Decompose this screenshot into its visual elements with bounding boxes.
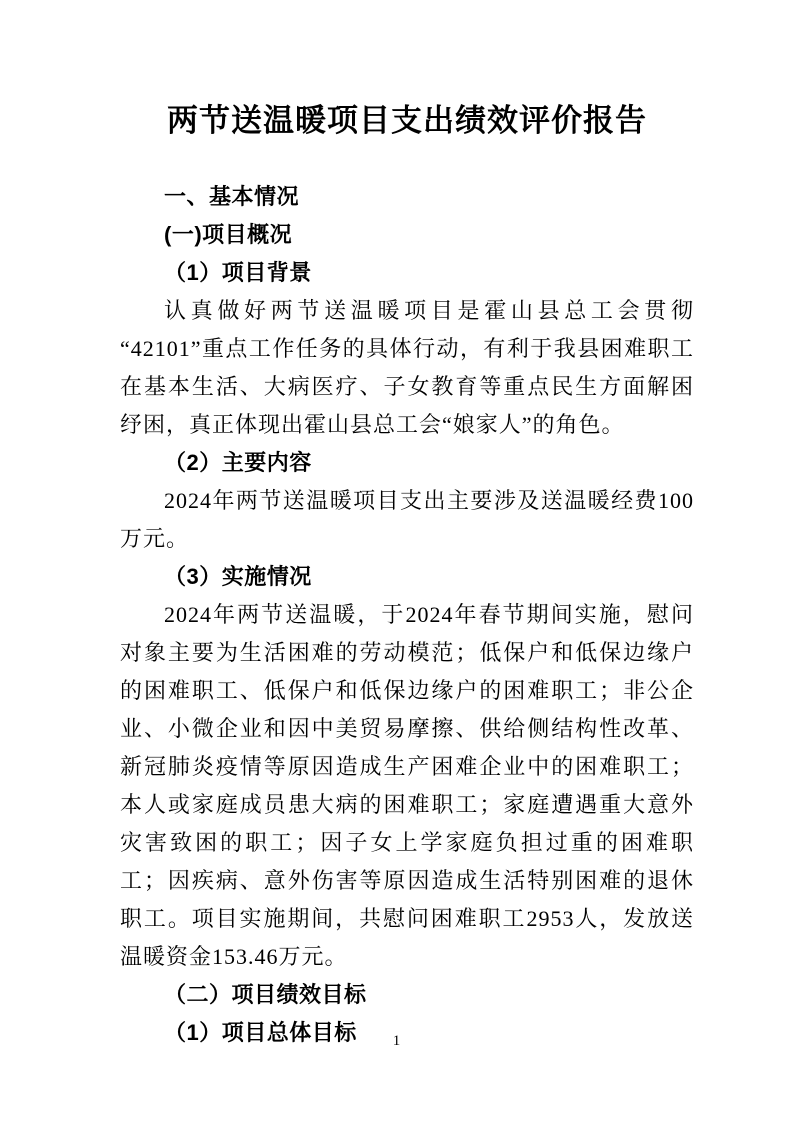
heading-project-overview: (一)项目概况 (164, 222, 293, 247)
paragraph-main-content: 2024年两节送温暖项目支出主要涉及送温暖经费100万元。 (120, 488, 694, 551)
heading-implementation-status: （3）实施情况 (164, 564, 312, 589)
heading-main-content: （2）主要内容 (164, 450, 312, 475)
heading-project-background: （1）项目背景 (164, 260, 312, 285)
document-body (120, 178, 694, 1052)
heading-performance-goals: （二）项目绩效目标 (164, 982, 367, 1007)
heading-basic-situation: 一、基本情况 (164, 184, 300, 209)
paragraph-implementation-status: 2024年两节送温暖，于2024年春节期间实施，慰问对象主要为生活困难的劳动模范；低保户和低保边缘户的困难职工、低保户和低保边缘户的困难职工；非公企业、小微企业和因中美贸易摩擦、供给侧结构性改革、新冠肺炎疫情等原因造成生产困难企业中的困难职工；本人或家庭成员患大病的困难职工；家庭遭遇重大意外灾害致困的职工；因子女上学家庭负担过重的困难职工；因疾病、意外伤害等原因造成生活特别困难的退休职工。项目实施期间，共慰问困难职工2953人，发放送温暖资金153.46万元。 (120, 602, 694, 969)
document-title: 两节送温暖项目支出绩效评价报告 (167, 103, 647, 138)
heading-overall-goal: （1）项目总体目标 (164, 1020, 357, 1045)
page-number: 1 (392, 1033, 401, 1049)
paragraph-project-background: 认真做好两节送温暖项目是霍山县总工会贯彻“42101”重点工作任务的具体行动，有利于我县困难职工在基本生活、大病医疗、子女教育等重点民生方面解困纾困，真正体现出霍山县总工会“娘家人”的角色。 (120, 298, 694, 437)
